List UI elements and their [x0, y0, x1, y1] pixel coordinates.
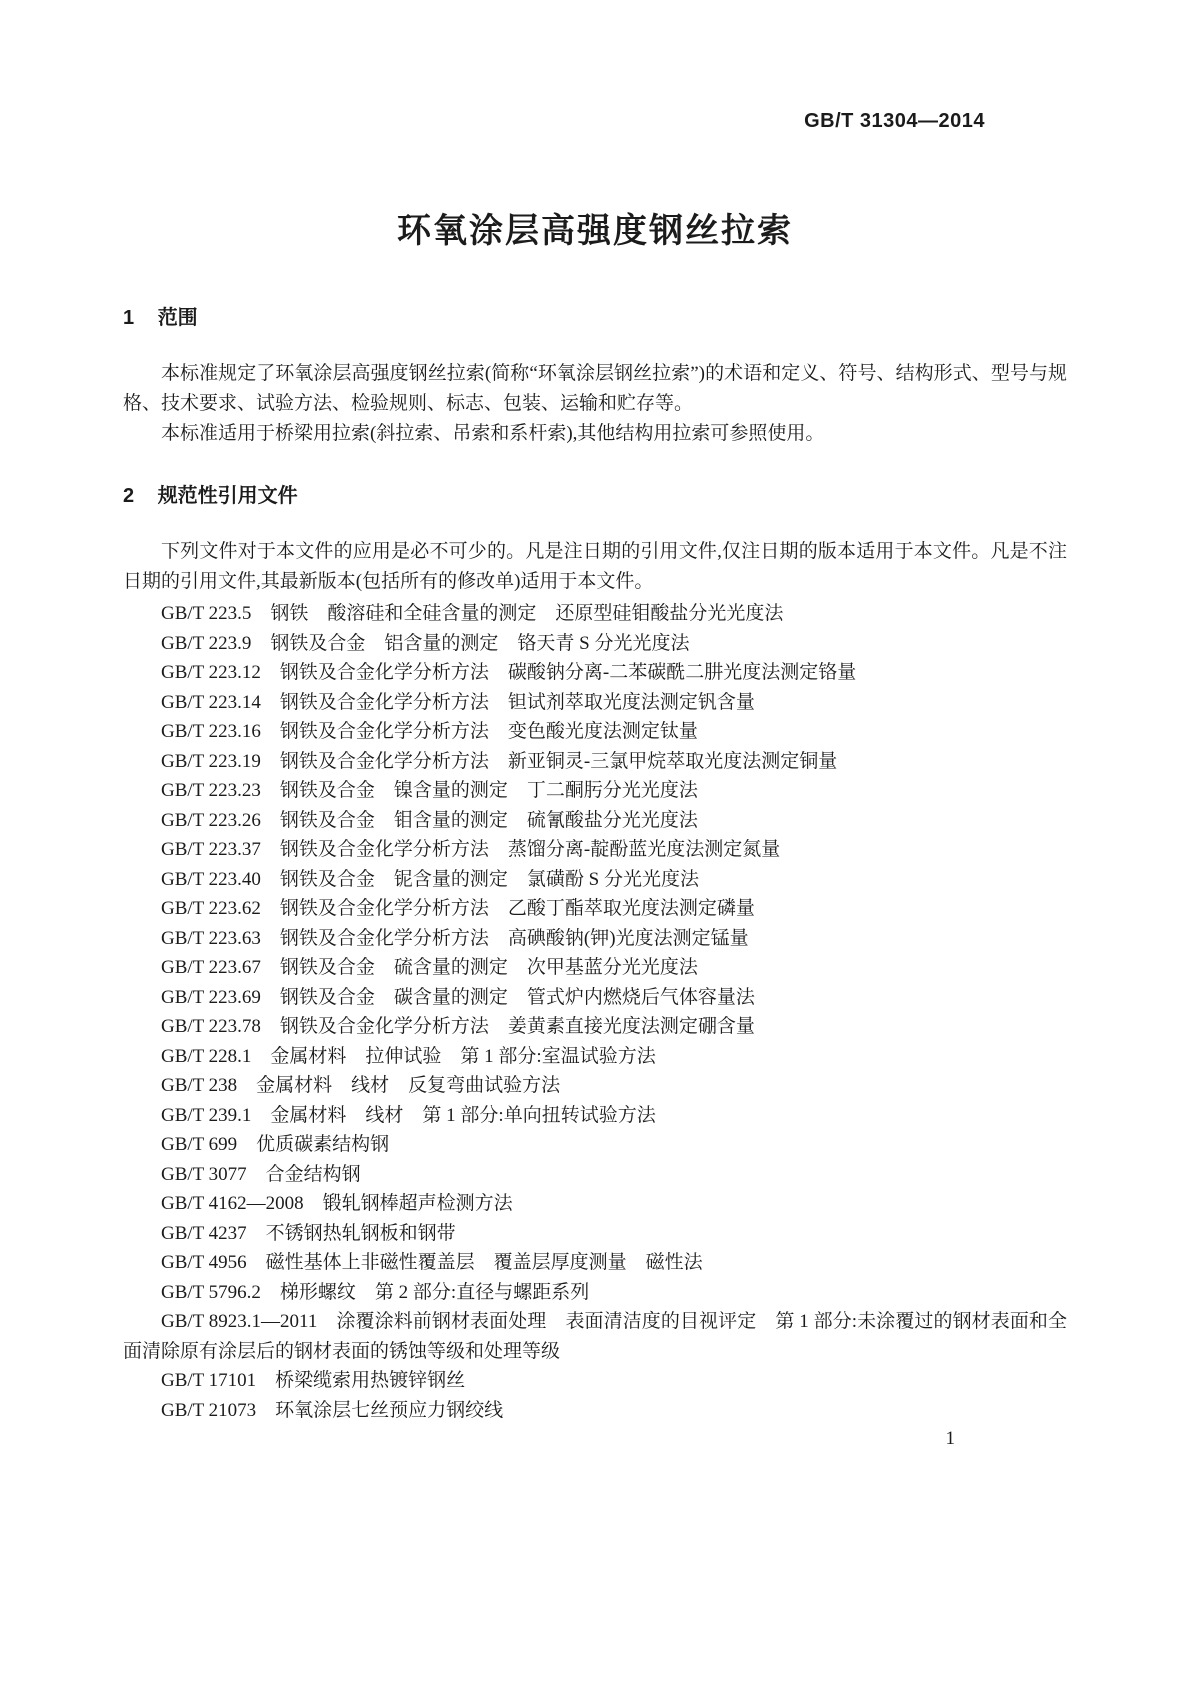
scope-paragraphs — [123, 359, 1067, 449]
reference-item: GB/T 238 金属材料 线材 反复弯曲试验方法 — [161, 1075, 561, 1096]
reference-item: GB/T 223.26 钢铁及合金 钼含量的测定 硫氰酸盐分光光度法 — [161, 809, 698, 831]
reference-item: GB/T 223.19 钢铁及合金化学分析方法 新亚铜灵-三氯甲烷萃取光度法测定铜量 — [161, 750, 838, 772]
section-title: 范围 — [157, 307, 198, 329]
section-number: 2 — [123, 485, 135, 507]
paragraph: 下列文件对于本文件的应用是必不可少的。凡是注日期的引用文件,仅注日期的版本适用于本文件。凡是不注日期的引用文件,其最新版本(包括所有的修改单)适用于本文件。 — [123, 541, 1067, 592]
paragraph: 本标准适用于桥梁用拉索(斜拉索、吊索和系杆索),其他结构用拉索可参照使用。 — [161, 423, 825, 444]
reference-item: GB/T 223.12 钢铁及合金化学分析方法 碳酸钠分离-二苯碳酰二肼光度法测定铬量 — [161, 662, 857, 683]
reference-item: GB/T 223.14 钢铁及合金化学分析方法 钽试剂萃取光度法测定钒含量 — [161, 691, 755, 713]
references-list — [123, 599, 1067, 1425]
reference-item: GB/T 8923.1—2011 涂覆涂料前钢材表面处理 表面清洁度的目视评定 第 1 部分:未涂覆过的钢材表面和全面清除原有涂层后的钢材表面的锈蚀等级和处理等级 — [123, 1311, 1067, 1362]
standard-code-header: GB/T 31304—2014 — [804, 110, 985, 132]
reference-item: GB/T 223.62 钢铁及合金化学分析方法 乙酸丁酯萃取光度法测定磷量 — [161, 898, 755, 919]
reference-item: GB/T 223.16 钢铁及合金化学分析方法 变色酸光度法测定钛量 — [161, 721, 698, 742]
reference-item: GB/T 228.1 金属材料 拉伸试验 第 1 部分:室温试验方法 — [161, 1045, 656, 1067]
reference-item: GB/T 4956 磁性基体上非磁性覆盖层 覆盖层厚度测量 磁性法 — [161, 1252, 703, 1273]
reference-item: GB/T 5796.2 梯形螺纹 第 2 部分:直径与螺距系列 — [161, 1281, 590, 1303]
section-number: 1 — [123, 307, 135, 329]
section-title: 规范性引用文件 — [157, 485, 298, 507]
section-heading-scope — [123, 305, 1067, 331]
reference-item: GB/T 4162—2008 锻轧钢棒超声检测方法 — [161, 1193, 513, 1214]
document-title: 环氧涂层高强度钢丝拉索 — [397, 212, 793, 250]
reference-item: GB/T 223.37 钢铁及合金化学分析方法 蒸馏分离-靛酚蓝光度法测定氮量 — [161, 839, 781, 860]
reference-item: GB/T 223.78 钢铁及合金化学分析方法 姜黄素直接光度法测定硼含量 — [161, 1016, 755, 1037]
reference-item: GB/T 223.67 钢铁及合金 硫含量的测定 次甲基蓝分光光度法 — [161, 957, 698, 978]
section-normative-references — [123, 483, 1067, 1425]
reference-item: GB/T 223.69 钢铁及合金 碳含量的测定 管式炉内燃烧后气体容量法 — [161, 986, 755, 1008]
references-intro — [123, 537, 1067, 597]
reference-item: GB/T 223.40 钢铁及合金 铌含量的测定 氯磺酚 S 分光光度法 — [161, 868, 700, 890]
reference-item: GB/T 699 优质碳素结构钢 — [161, 1134, 390, 1155]
reference-item: GB/T 3077 合金结构钢 — [161, 1163, 361, 1185]
reference-item: GB/T 17101 桥梁缆索用热镀锌钢丝 — [161, 1370, 466, 1391]
page-number: 1 — [945, 1428, 955, 1449]
page-content — [0, 110, 1191, 1425]
reference-item: GB/T 239.1 金属材料 线材 第 1 部分:单向扭转试验方法 — [161, 1104, 656, 1126]
reference-item: GB/T 223.9 钢铁及合金 铝含量的测定 铬天青 S 分光光度法 — [161, 632, 690, 654]
reference-item: GB/T 21073 环氧涂层七丝预应力钢绞线 — [161, 1399, 504, 1421]
reference-item: GB/T 223.5 钢铁 酸溶硅和全硅含量的测定 还原型硅钼酸盐分光光度法 — [161, 603, 784, 624]
section-heading-references — [123, 483, 1067, 509]
reference-item: GB/T 223.23 钢铁及合金 镍含量的测定 丁二酮肟分光光度法 — [161, 780, 698, 801]
paragraph: 本标准规定了环氧涂层高强度钢丝拉索(简称“环氧涂层钢丝拉索”)的术语和定义、符号、结构形式、型号与规格、技术要求、试验方法、检验规则、标志、包装、运输和贮存等。 — [123, 363, 1067, 414]
reference-item: GB/T 4237 不锈钢热轧钢板和钢带 — [161, 1222, 456, 1244]
reference-item: GB/T 223.63 钢铁及合金化学分析方法 高碘酸钠(钾)光度法测定锰量 — [161, 927, 749, 949]
section-scope — [123, 305, 1067, 449]
